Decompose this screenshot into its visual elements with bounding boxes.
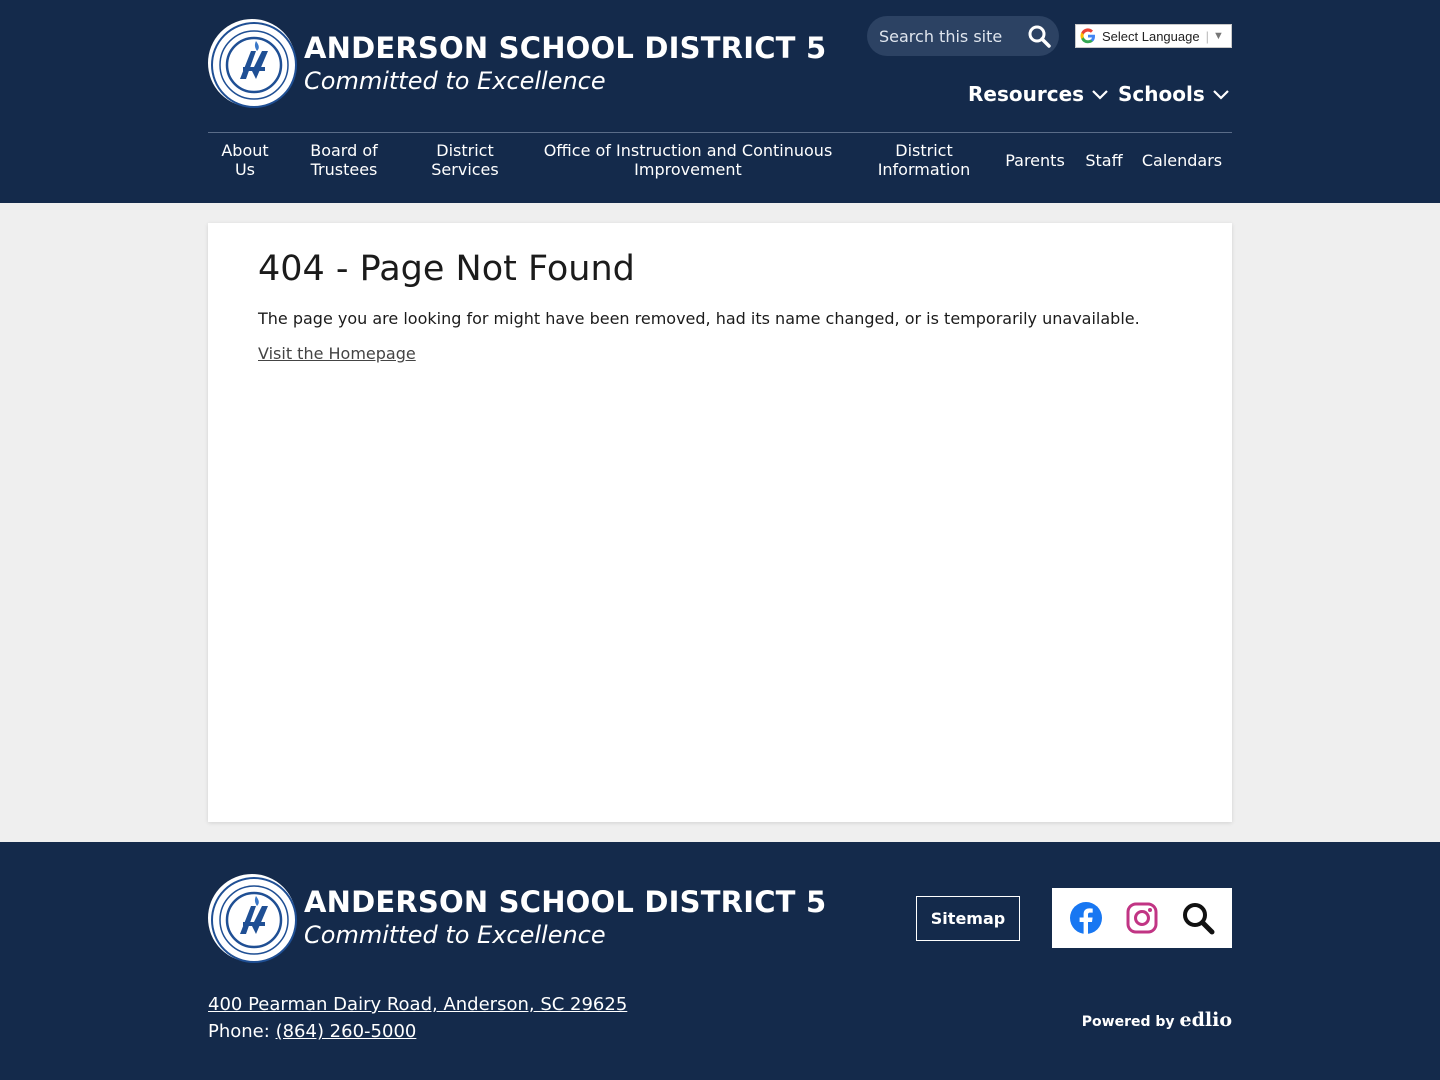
footer-phone xyxy=(208,1021,416,1042)
footer-address-link[interactable]: 400 Pearman Dairy Road, Anderson, SC 29625 xyxy=(208,994,628,1015)
chevron-down-icon xyxy=(1212,88,1230,100)
site-header xyxy=(0,0,1440,203)
search-icon xyxy=(1181,901,1215,935)
nav-item-district-information[interactable]: District Information xyxy=(877,141,971,179)
footer-seal-logo[interactable] xyxy=(208,874,296,962)
nav-item-board-of-trustees[interactable]: Board of Trustees xyxy=(310,141,378,179)
powered-by-label: Powered by xyxy=(1081,1014,1175,1030)
site-search xyxy=(867,16,1059,56)
google-g-icon xyxy=(1080,28,1096,44)
footer-tagline: Committed to Excellence xyxy=(304,921,606,949)
resources-label: Resources xyxy=(968,82,1085,106)
main-content xyxy=(208,223,1232,822)
schools-dropdown[interactable] xyxy=(1118,82,1230,106)
visit-homepage-link[interactable]: Visit the Homepage xyxy=(258,344,416,363)
powered-by-edlio[interactable] xyxy=(1082,1009,1232,1031)
site-tagline: Committed to Excellence xyxy=(304,67,606,95)
phone-label: Phone: xyxy=(208,1021,270,1042)
district-seal-logo[interactable] xyxy=(208,19,296,107)
language-divider: | xyxy=(1205,28,1209,44)
nav-item-about-us[interactable]: About Us xyxy=(221,141,269,179)
language-select-label: Select Language xyxy=(1102,28,1200,44)
caret-down-icon: ▼ xyxy=(1212,30,1224,42)
sitemap-button[interactable]: Sitemap xyxy=(916,896,1020,941)
search-icon xyxy=(1027,24,1051,48)
footer-search-link[interactable] xyxy=(1180,900,1216,936)
edlio-logo: edlio xyxy=(1179,1009,1232,1031)
nav-item-calendars[interactable]: Calendars xyxy=(1141,150,1223,170)
error-message: The page you are looking for might have been removed, had its name changed, or is temporarily unavailable. xyxy=(258,309,1140,328)
nav-item-staff[interactable]: Staff xyxy=(1085,150,1123,170)
footer-site-name: ANDERSON SCHOOL DISTRICT 5 xyxy=(304,885,827,919)
nav-item-district-services[interactable]: District Services xyxy=(431,141,499,179)
page-title: 404 - Page Not Found xyxy=(258,249,635,289)
nav-item-office-of-instruction[interactable]: Office of Instruction and Continuous Improvement xyxy=(543,141,833,179)
instagram-icon xyxy=(1125,901,1159,935)
search-input[interactable] xyxy=(879,27,1019,46)
social-links xyxy=(1052,888,1232,948)
nav-item-parents[interactable]: Parents xyxy=(1005,150,1065,170)
instagram-link[interactable] xyxy=(1124,900,1160,936)
language-select[interactable] xyxy=(1075,24,1232,48)
phone-link[interactable]: (864) 260-5000 xyxy=(275,1021,417,1042)
schools-label: Schools xyxy=(1118,82,1205,106)
site-footer xyxy=(0,842,1440,1080)
district-seal-icon xyxy=(210,21,298,109)
facebook-link[interactable] xyxy=(1068,900,1104,936)
facebook-icon xyxy=(1069,901,1103,935)
district-seal-icon xyxy=(210,876,298,964)
resources-dropdown[interactable] xyxy=(968,82,1109,106)
site-name[interactable]: ANDERSON SCHOOL DISTRICT 5 xyxy=(304,31,827,65)
chevron-down-icon xyxy=(1091,88,1109,100)
search-button[interactable] xyxy=(1025,22,1053,50)
main-navigation xyxy=(208,133,1232,187)
